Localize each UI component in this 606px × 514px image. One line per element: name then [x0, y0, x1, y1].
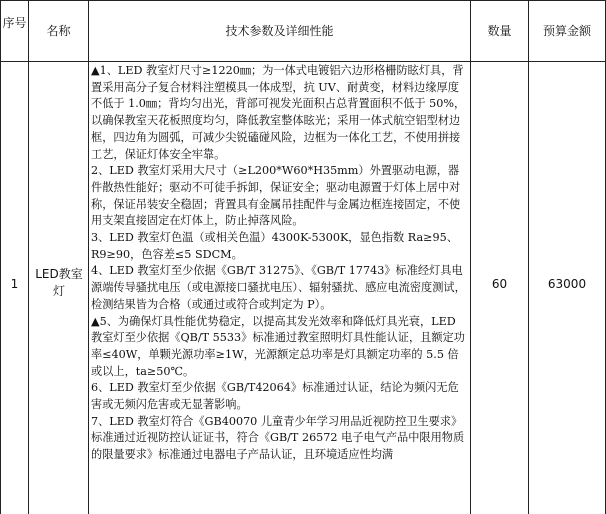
header-index: 序号	[2, 16, 27, 30]
row-budget: 63000	[547, 277, 587, 291]
spec-paragraph-2: 2、LED 教室灯采用大尺寸（≥L200*W60*H35mm）外置驱动电源，器件散热性能好；驱动不可徒手拆卸，保证安全；驱动电源置于灯体上居中对称，保证吊装安全稳固；背置具有金属吊挂配件与金属边框连接固定，不使用支架直接固定在灯体上，防止掉落风险。	[91, 164, 461, 228]
header-divider	[0, 61, 606, 62]
spec-paragraph-3: 3、LED 教室灯色温（或相关色温）4300K-5300K，显色指数 Ra≥95、R9≥90，色容差≤5 SDCM。	[91, 231, 458, 261]
col-divider-3	[470, 0, 471, 514]
header-specs: 技术参数及详细性能	[225, 24, 334, 38]
col-divider-1	[28, 0, 29, 514]
spec-text	[91, 63, 467, 513]
spec-paragraph-5: ▲5、为确保灯具性能优势稳定，以提高其发光效率和降低灯具光衰，LED 教室灯至少依据《QB/T 5533》标准通过教室照明灯具性能认证，且额定功率≤40W，单颗光源功率≥1W，光源额定总功率是灯具额定功率的 5.5 倍或以上，ta≥50℃。	[91, 314, 465, 378]
table-border-top	[0, 0, 606, 1]
row-qty: 60	[491, 277, 508, 291]
header-qty: 数量	[487, 24, 512, 38]
table-border-left	[0, 0, 1, 514]
col-divider-2	[88, 0, 89, 514]
spec-paragraph-4: 4、LED 教室灯至少依据《GB/T 31275》、《GB/T 17743》标准经灯具电源端传导骚扰电压（或电源接口骚扰电压）、辐射骚扰、感应电流密度测试，检测结果皆为合格（或通过或符合或判定为 P）。	[91, 264, 466, 311]
header-budget: 预算金额	[542, 24, 591, 38]
col-divider-4	[528, 0, 529, 514]
header-name: 名称	[46, 24, 71, 38]
row-name: LED教室灯	[35, 267, 83, 298]
spec-paragraph-6: 6、LED 教室灯至少依据《GB/T42064》标准通过认证，结论为频闪无危害或无频闪危害或无显著影响。	[91, 381, 459, 412]
spec-paragraph-7: 7、LED 教室灯符合《GB40070 儿童青少年学习用品近视防控卫生要求》标准通过近视防控认证证书，符合《GB/T 26572 电子电气产品中限用物质的限量要求》标准通过电器电子产品认证，且环境适应性均满	[91, 414, 465, 462]
spec-paragraph-1: ▲1、LED 教室灯尺寸≥1220㎜；为一体式电镀铝六边形格栅防眩灯具，背置采用高分子复合材料注塑模具一体成型，抗 UV、耐黄变，材料边缘厚度不低于 1.0㎜；背均匀出光，背部可视发光面积占总背置面积不低于 50%，以确保教室天花板照度均匀，降低教室整体眩光；采用一体式航空铝型材边框，四边角为圆弧，可减少尖锐磕碰风险，边框为一体化工艺，不使用拼接工艺，保证灯体安全牢靠。	[91, 64, 466, 161]
row-index: 1	[10, 277, 19, 291]
